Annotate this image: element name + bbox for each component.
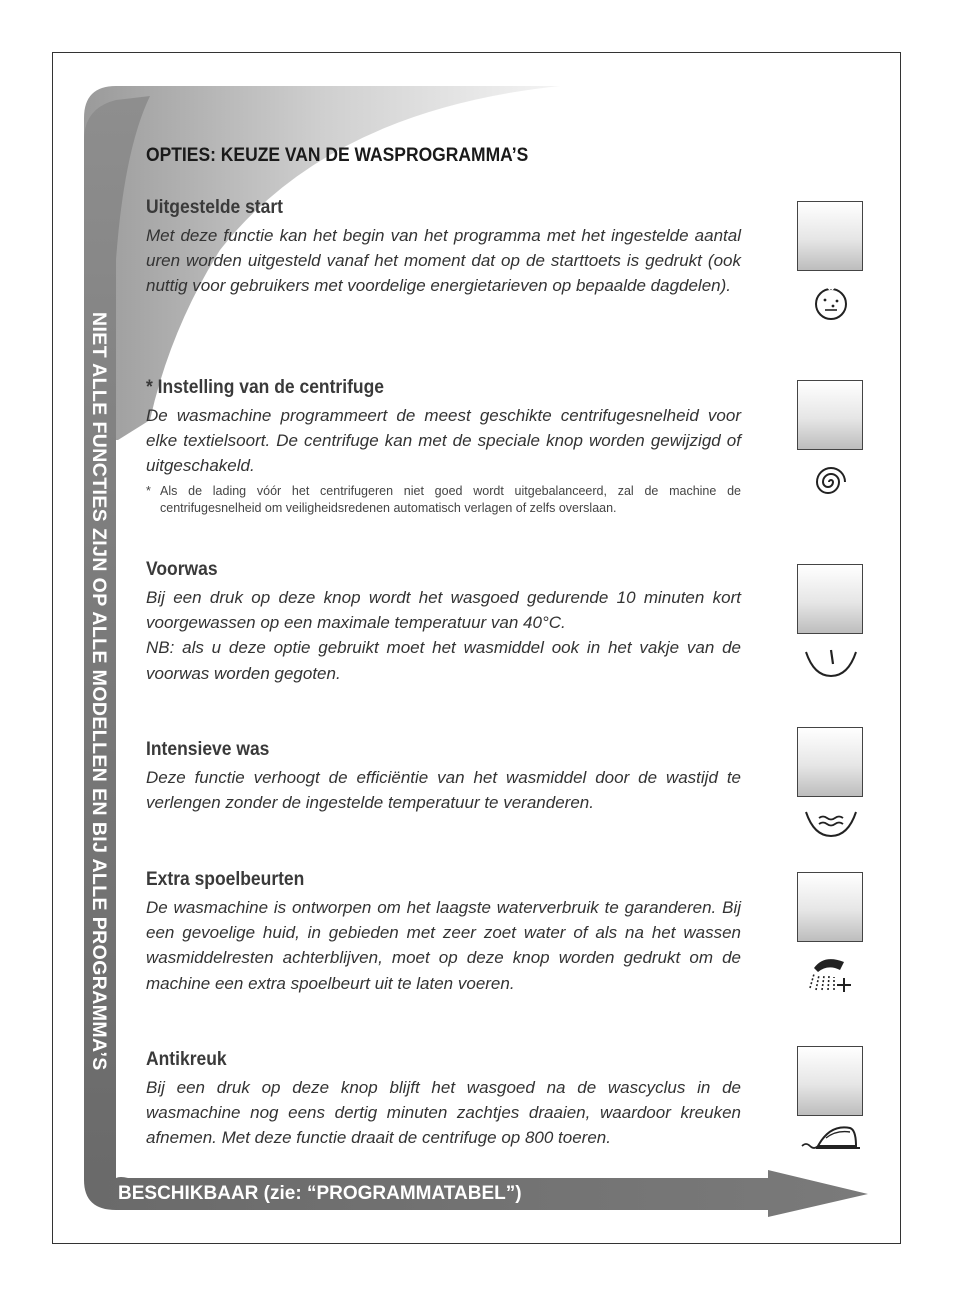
- intensive-wash-icon: [800, 802, 862, 846]
- extra-rinse-button[interactable]: [797, 872, 863, 942]
- section-body: De wasmachine is ontworpen om het laagste waterverbruik te garanderen. Bij een gevoelige huid, in gebieden met zeer zoet water of als na het wassen wasmiddelresten achterblijven, moet op deze knop worden gedrukt om de machine een extra spoelbeurt uit te laten voeren.: [146, 898, 741, 993]
- section-body: Met deze functie kan het begin van het programma met het ingestelde aantal uren worden uitgesteld vanaf het moment dat op de starttoets is gedrukt (ook nuttig voor gebruikers met voordelige energietarieven op bepaalde dagdelen).: [146, 226, 741, 296]
- section-delayed-start: [146, 197, 741, 299]
- section-title: Uitgestelde start: [146, 197, 283, 218]
- section-intensive-wash: [146, 739, 741, 815]
- section-anti-crease: [146, 1049, 741, 1151]
- section-spin-setting: [146, 377, 741, 517]
- footnote: [146, 483, 741, 517]
- prewash-tub-icon: [800, 642, 862, 686]
- prewash-button[interactable]: [797, 564, 863, 634]
- section-title: Voorwas: [146, 559, 218, 580]
- side-banner-text: NIET ALLE FUNCTIES ZIJN OP ALLE MODELLEN EN BIJ ALLE PROGRAMMA’S: [88, 312, 110, 1071]
- section-title: Intensieve was: [146, 739, 270, 760]
- spin-setting-button[interactable]: [797, 380, 863, 450]
- spin-spiral-icon: [800, 460, 862, 504]
- section-body: Deze functie verhoogt de efficiëntie van het wasmiddel door de wastijd te verlengen zonder de ingestelde temperatuur te veranderen.: [146, 768, 741, 813]
- section-body: Bij een druk op deze knop wordt het wasgoed gedurende 10 minuten kort voorgewassen op een maximale temperatuur van 40°C.: [146, 588, 741, 633]
- section-body: Bij een druk op deze knop blijft het wasgoed na de wascyclus in de wasmachine nog eens dertig minuten zachtjes draaien, waardoor kreuken afnemen. Met deze functie draait de centrifuge op 800 toeren.: [146, 1078, 741, 1148]
- footnote-text: Als de lading vóór het centrifugeren niet goed wordt uitgebalanceerd, zal de machine de centrifugesnelheid om veiligheidsredenen automatisch verlagen of zelfs overslaan.: [160, 483, 741, 515]
- extra-rinse-shower-icon: [800, 950, 862, 994]
- intensive-wash-button[interactable]: [797, 727, 863, 797]
- page-title: OPTIES: KEUZE VAN DE WASPROGRAMMA’S: [146, 145, 529, 166]
- anti-crease-button[interactable]: [797, 1046, 863, 1116]
- section-note: NB: als u deze optie gebruikt moet het wasmiddel ook in het vakje van de voorwas worden gegoten.: [146, 638, 741, 683]
- footnote-marker: *: [146, 483, 151, 498]
- section-title: * Instelling van de centrifuge: [146, 377, 384, 398]
- section-title: Extra spoelbeurten: [146, 869, 305, 890]
- footer-banner-text: BESCHIKBAAR (zie: “PROGRAMMATABEL”): [118, 1183, 522, 1204]
- anti-crease-iron-icon: [800, 1118, 862, 1162]
- delay-clock-icon: [800, 282, 862, 326]
- section-body: De wasmachine programmeert de meest geschikte centrifugesnelheid voor elke textielsoort. De centrifuge kan met de speciale knop worden gewijzigd of uitgeschakeld.: [146, 406, 741, 476]
- section-prewash: [146, 559, 741, 686]
- section-extra-rinse: [146, 869, 741, 996]
- delayed-start-button[interactable]: [797, 201, 863, 271]
- section-title: Antikreuk: [146, 1049, 227, 1070]
